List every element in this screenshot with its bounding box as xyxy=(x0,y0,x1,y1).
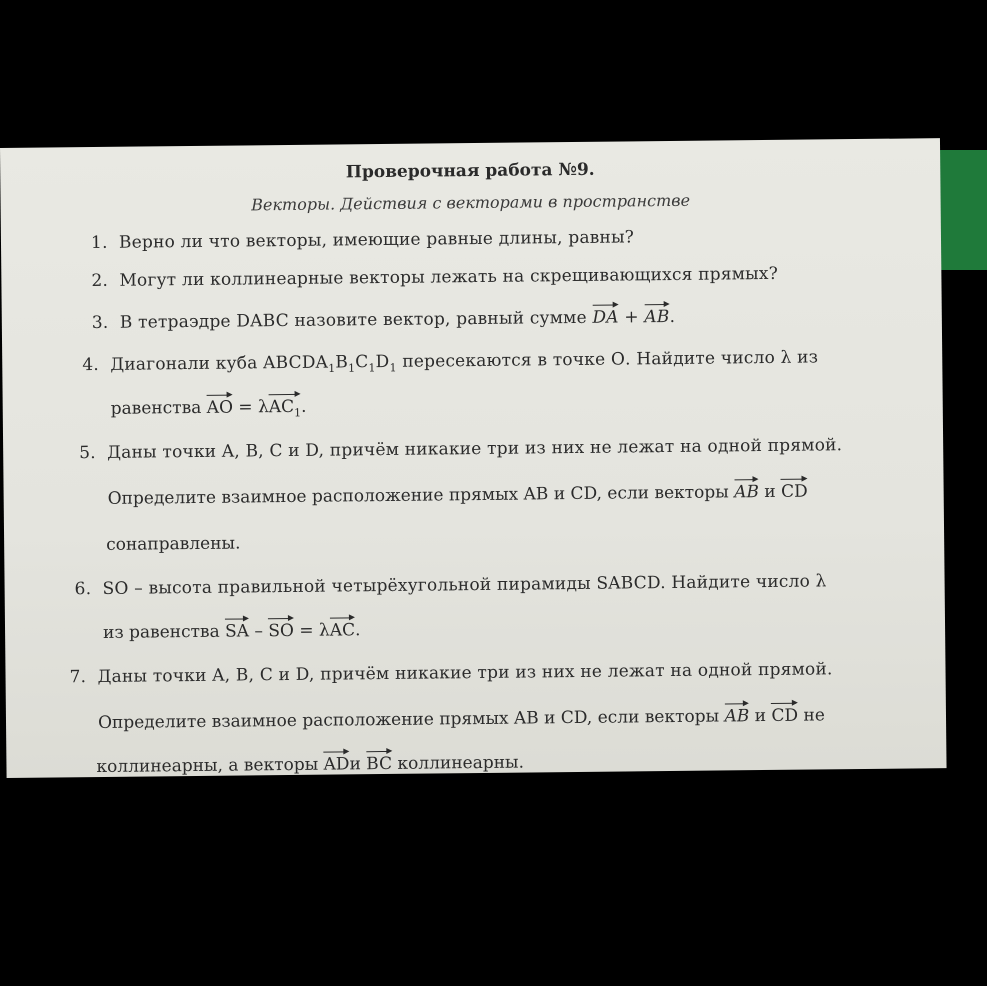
question-text: Определите взаимное расположение прямых AB и CD, если векторы xyxy=(97,706,725,734)
period: . xyxy=(669,306,676,327)
conjunction: и xyxy=(349,754,367,775)
question-text: Диагонали куба ABCDA xyxy=(110,352,329,375)
question-number: 4. xyxy=(82,354,100,376)
question-5-line-3 xyxy=(106,534,240,555)
minus-operator: – xyxy=(248,621,269,642)
question-4-line-2 xyxy=(111,397,307,421)
vector-ac1: $AC_1$ xyxy=(268,396,302,420)
question-text-continued: пересекаются в точке О. Найдите число λ из xyxy=(396,347,819,372)
question-text: равенства xyxy=(110,397,207,419)
question-text: Верно ли что векторы, имеющие равные длины, равны? xyxy=(118,227,635,253)
conjunction: и xyxy=(749,705,772,727)
plus-operator: + xyxy=(618,307,645,328)
equals-lambda: = λ xyxy=(293,620,330,641)
worksheet-subtitle: Векторы. Действия с векторами в пространстве xyxy=(251,190,691,215)
vector-da: DA xyxy=(592,307,619,328)
worksheet-paper xyxy=(0,138,947,778)
question-7-line-3 xyxy=(96,753,524,777)
question-5 xyxy=(79,435,842,463)
question-text: из равенства xyxy=(102,621,226,643)
question-6 xyxy=(75,571,827,599)
conjunction: и xyxy=(758,481,782,503)
vector-cd: CD xyxy=(771,705,799,726)
vector-cd: CD xyxy=(780,481,808,502)
question-number: 7. xyxy=(69,667,87,688)
question-7 xyxy=(69,659,832,687)
question-text: Могут ли коллинеарные векторы лежать на скрещивающихся прямых? xyxy=(119,263,779,291)
question-text: Даны точки A, B, C и D, причём никакие три из них не лежат на одной прямой. xyxy=(97,659,833,688)
question-text: Определите взаимное расположение прямых AB и CD, если векторы xyxy=(107,482,735,509)
vector-ad: AD xyxy=(323,754,350,775)
question-number: 1. xyxy=(90,232,108,254)
question-6-line-2 xyxy=(103,620,361,643)
vector-ac: AC xyxy=(329,620,356,641)
vector-ao: AO xyxy=(206,397,234,418)
equals-lambda: = λ xyxy=(232,397,269,418)
vector-ab: AB xyxy=(724,706,750,727)
question-text: В тетраэдре DABC назовите вектор, равный сумме xyxy=(119,307,593,333)
vector-ab: AB xyxy=(644,306,670,328)
question-text-end: не xyxy=(797,705,825,726)
question-1 xyxy=(91,227,634,253)
question-number: 5. xyxy=(79,443,96,464)
question-text: сонаправлены. xyxy=(106,533,241,555)
vector-ab: AB xyxy=(734,482,760,503)
question-2 xyxy=(91,264,778,291)
question-3 xyxy=(92,307,676,333)
question-text: коллинеарны, а векторы xyxy=(96,754,324,778)
question-7-line-2 xyxy=(98,705,825,733)
question-number: 3. xyxy=(91,312,109,334)
period: . xyxy=(300,396,307,417)
question-text-end: коллинеарны. xyxy=(391,752,525,774)
question-4: 4. Диагонали куба $ABCDA_1B_1C_1D_1$ пересекаются в точке О. Найдите число λ из xyxy=(82,347,819,376)
vector-so: SO xyxy=(268,620,295,642)
question-5-line-2 xyxy=(108,482,808,509)
period: . xyxy=(354,620,361,641)
question-number: 2. xyxy=(91,270,109,292)
question-number: 6. xyxy=(74,579,92,600)
worksheet-title: Проверочная работа №9. xyxy=(345,159,595,183)
question-text: SO – высота правильной четырёхугольной пирамиды SABCD. Найдите число λ xyxy=(102,571,827,599)
question-text: Даны точки A, B, C и D, причём никакие три из них не лежат на одной прямой. xyxy=(107,435,843,463)
vector-bc: BC xyxy=(366,753,393,775)
vector-sa: SA xyxy=(225,621,250,642)
